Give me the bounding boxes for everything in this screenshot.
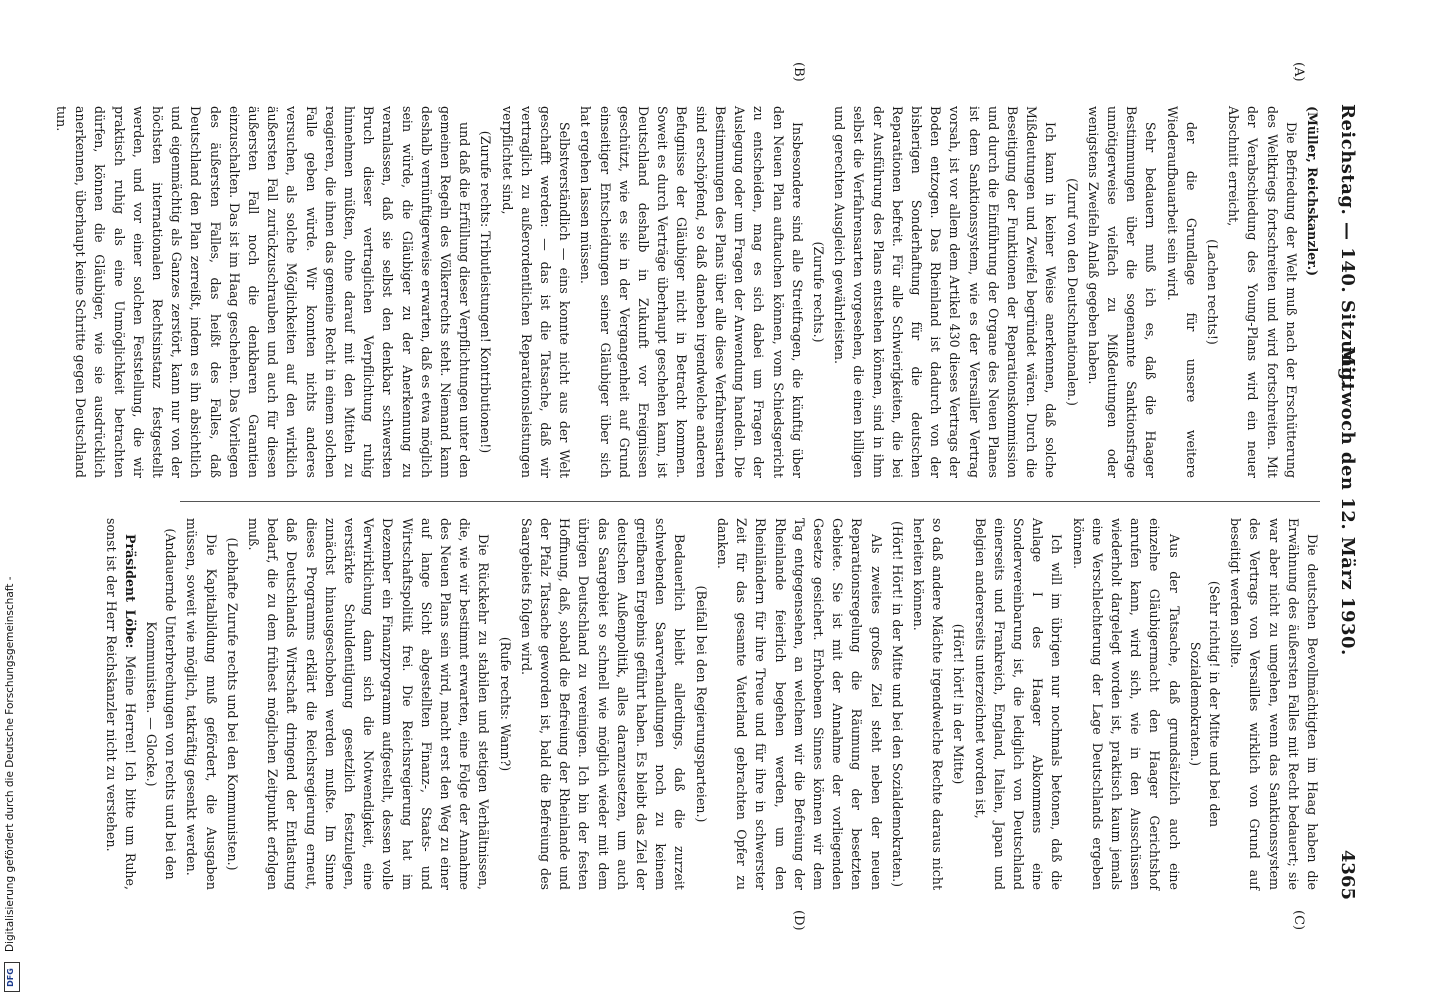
page-header xyxy=(1328,96,1366,906)
speaker-label: (Müller, Reichskanzler.) xyxy=(1305,106,1320,277)
speech-paragraph: der die Grundlage für unsere weitere Wiederaufbauarbeit sein wird. xyxy=(1164,106,1199,478)
interjection: (Hört! Hört! in der Mitte und bei den Sozialdemokraten.) xyxy=(889,520,905,888)
margin-mark-b: (B) xyxy=(791,62,806,82)
speech-paragraph: Ich will im übrigen nur nochmals betonen, daß die Anlage I des Haager Abkommens eine Sondervereinbarung ist, die lediglich von Deutschland einerseits und Frankreich, England, Italien, Japan und Belgien andererseits unterzeichnet worden ist, xyxy=(972,518,1065,890)
speech-paragraph: Insbesondere sind alle Streitfragen, die künftig über den Neuen Plan auftauchen können, vom Schiedsgericht zu entscheiden, mag es sich dabei um Fragen der Auslegung oder um Fragen der Anwendung handeln. Die Bestimmungen des Plans über alle diese Verfahrensarten sind erschöpfend, so daß daneben irgendwelche anderen Befugnisse der Gläubiger nicht in Betracht kommen. Soweit es durch Verträge überhaupt geschehen kann, ist Deutschland deshalb in Zukunft vor Ereignissen geschützt, wie es sie in der Vergangenheit auf Grund einseitiger Entscheidungen seiner Gläubiger über sich hat ergehen lassen müssen. xyxy=(578,106,805,478)
interjection: (Hört! hört! in der Mitte) xyxy=(951,623,967,785)
interjection: (Andauernde Unterbrechungen von rechts und bei den Kommunisten. — Glocke.) xyxy=(144,528,179,880)
interjection: (Zurufe rechts.) xyxy=(810,241,826,343)
speech-paragraph: Die Rückkehr zu stabilen und stetigen Verhältnissen, die, wie wir bestimmt erwarten, eine Folge der Annahme des Neuen Plans sein wird, macht erst den Weg zu einer auf lange Sicht abgestellten Finanz-, Staats- und Wirtschaftspolitik frei. Die Reichsregierung hat im Dezember ein Finanzprogramm aufgestellt, dessen volle Verwirklichung dann sich die Notwendigkeit, eine verstärkte Schuldentilgung gesetzlich festzulegen, zunächst hinausgeschoben werden mußte. Im Sinne dieses Programms erklärt die Reichsregierung erneut, daß Deutschlands Wirtschaft dringend der Entlastung bedarf, die zu dem frühest möglichen Zeitpunkt erfolgen muß. xyxy=(246,518,492,890)
right-text-column xyxy=(99,518,1322,890)
speaker-name: Präsident Löbe: xyxy=(122,534,138,649)
speech-paragraph: Selbstverständlich — eins konnte nicht aus der Welt geschafft werden: — das ist die Tatsache, daß wir vertraglich zu außerordentlichen Reparationsleistungen verpflichtet sind, xyxy=(499,106,573,478)
dfg-credit-text: Digitalisierung gefördert durch die Deutsche Forschungsgemeinschaft - xyxy=(4,576,16,952)
left-text-column xyxy=(50,106,1322,478)
interjection: (Beifall bei den Regierungsparteien.) xyxy=(693,585,709,823)
margin-mark-a: (A) xyxy=(1291,62,1306,82)
speech-paragraph: Aus der Tatsache, daß grundsätzlich auch eine einzelne Gläubigermacht den Haager Gerichtshof anrufen kann, wird sich, wie in den Ausschüssen wiederholt dargelegt worden ist, praktisch kaum jemals eine Verschlechterung der Lage Deutschlands ergeben können. xyxy=(1070,518,1182,890)
digitization-sideline xyxy=(0,0,22,1000)
margin-mark-d: (D) xyxy=(791,910,806,931)
header-left-title: Reichstag. — 140. Sitzung. xyxy=(1337,104,1358,388)
interjection: (Rufe rechts: Wann?) xyxy=(497,636,513,772)
speech-paragraph: so daß andere Mächte irgendwelche Rechte daraus nicht herleiten können. xyxy=(910,518,946,890)
header-date: Mittwoch den 12. März 1930. xyxy=(1337,346,1358,656)
speech-paragraph: Sehr bedauern muß ich es, daß die Haager Bestimmungen über die sogenannte Sanktionsfrage unnötigerweise vielfach zu Mißdeutungen oder wenigstens Zweifeln Anlaß gegeben haben. xyxy=(1085,106,1159,478)
speech-paragraph: Die Befriedung der Welt muß nach der Erschütterung des Weltkriegs fortschreiten und wird fortschreiten. Mit der Verabschiedung des Young-Plans wird ein neuer Abschnitt erreicht, xyxy=(1226,106,1299,478)
interjection: (Sehr richtig! in der Mitte und bei den Sozialdemokraten.) xyxy=(1187,580,1222,828)
margin-mark-c: (C) xyxy=(1291,910,1306,931)
interjection: (Lebhafte Zurufe rechts und bei den Kommunisten.) xyxy=(224,537,240,871)
speech-text: Meine Herren! Ich bitte um Ruhe, sonst ist der Herr Reichskanzler nicht zu verstehen. xyxy=(103,518,138,890)
column-divider xyxy=(180,501,1320,502)
interjection: (Lachen rechts!) xyxy=(1204,239,1220,345)
speech-paragraph: Die Kapitalbildung muß gefördert, die Ausgaben müssen, soweit wie möglich, tatkräftig gesenkt werden. xyxy=(184,518,219,890)
speech-paragraph: Als zweites großes Ziel steht neben der neuen Reparationsregelung die Räumung der besetzten Gebiete. Sie ist mit der Annahme der vorliegenden Gesetze gesichert. Erhobenen Sinnes können wir dem Tag entgegensehen, an welchem wir die Befreiung der Rheinlande feierlich begehen werden, um den Rheinländern für ihre Treue und für ihre in schwerster Zeit für das gesamte Vaterland gebrachten Opfer zu danken. xyxy=(714,518,884,890)
page-number: 4365 xyxy=(1337,849,1358,900)
rotated-page-content xyxy=(54,62,1366,931)
speech-paragraph xyxy=(101,518,139,890)
document-page xyxy=(54,62,1366,931)
interjection: (Zuruf von den Deutschnationalen.) xyxy=(1064,178,1080,406)
speech-paragraph: Ich kann in keiner Weise anerkennen, daß solche Mißdeutungen und Zweifel begründet wären. Durch die Beseitigung der Funktionen der Reparationskommission und durch die Einführung der Organe des Neuen Planes ist dem Sanktionssystem, wie es der Versailler Vertrag vorsah, ist vor allem dem Artikel 430 dieses Vertrags der Boden entzogen. Das Rheinland ist dadurch von der bisherigen Sonderhaftung für die deutschen Reparationen befreit. Für alle Schwierigkeiten, die bei der Ausführung des Plans entstehen können, sind in ihm selbst die Verfahrensarten vorgesehen, die einen billigen und gerechten Ausgleich gewährleisten. xyxy=(832,106,1059,478)
speech-paragraph: und daß die Erfüllung dieser Verpflichtungen unter den gemeinen Regeln des Völkerrechts steht. Niemand kann deshalb vernünftigerweise erwarten, daß es etwa möglich sein würde, die Gläubiger zu der Anerkennung zu veranlassen, daß sie selbst den denkbar schwersten Bruch dieser vertraglichen Verpflichtung ruhig hinnehmen müßten, ohne darauf mit den Mitteln zu reagieren, die ihnen das gemeine Recht in einem solchen Falle geben würde. Wir konnten nichts anderes versuchen, als solche Möglichkeiten auf den wirklich äußersten Fall zurückzuschrauben und auch für diesen äußersten Fall noch die denkbaren Garantien einzuschalten. Das ist im Haag geschehen. Das Vorliegen des äußersten Falles, das heißt des Falles, daß Deutschland den Plan zerreißt, indem es ihn absichtlich und eigenmächtig als Ganzes zerstört, kann nur von der höchsten internationalen Rechtsinstanz festgestellt werden, und vor einer solchen Feststellung, die wir praktisch ruhig als eine Unmöglichkeit betrachten dürfen, können die Gläubiger, wie sie ausdrücklich anerkennen, überhaupt keine Schritte gegen Deutschland tun. xyxy=(54,106,473,479)
speech-paragraph: Die deutschen Bevollmächtigten im Haag haben die Erwähnung des äußersten Falles mit Recht bedauert; sie war aber nicht zu umgehen, wenn das Sanktionssystem des Vertrags von Versailles wirklich von Grund auf beseitigt werden sollte. xyxy=(1228,518,1320,890)
interjection: (Zurufe rechts: Tributleistungen! Kontributionen!) xyxy=(478,130,494,454)
dfg-logo: DFG xyxy=(4,962,20,992)
speech-paragraph: Bedauerlich bleibt allerdings, daß die zurzeit schwebenden Saarverhandlungen noch zu keinem greifbaren Ergebnis geführt haben. Es bleibt das Ziel der deutschen Außenpolitik, alles daranzusetzen, um auch das Saargebiet so schnell wie möglich wieder mit dem übrigen Deutschland zu vereinigen. Ich bin der festen Hoffnung, daß, sobald die Befreiung der Rheinlande und der Pfalz Tatsache geworden ist, bald die Befreiung des Saargebiets folgen wird. xyxy=(518,518,688,890)
